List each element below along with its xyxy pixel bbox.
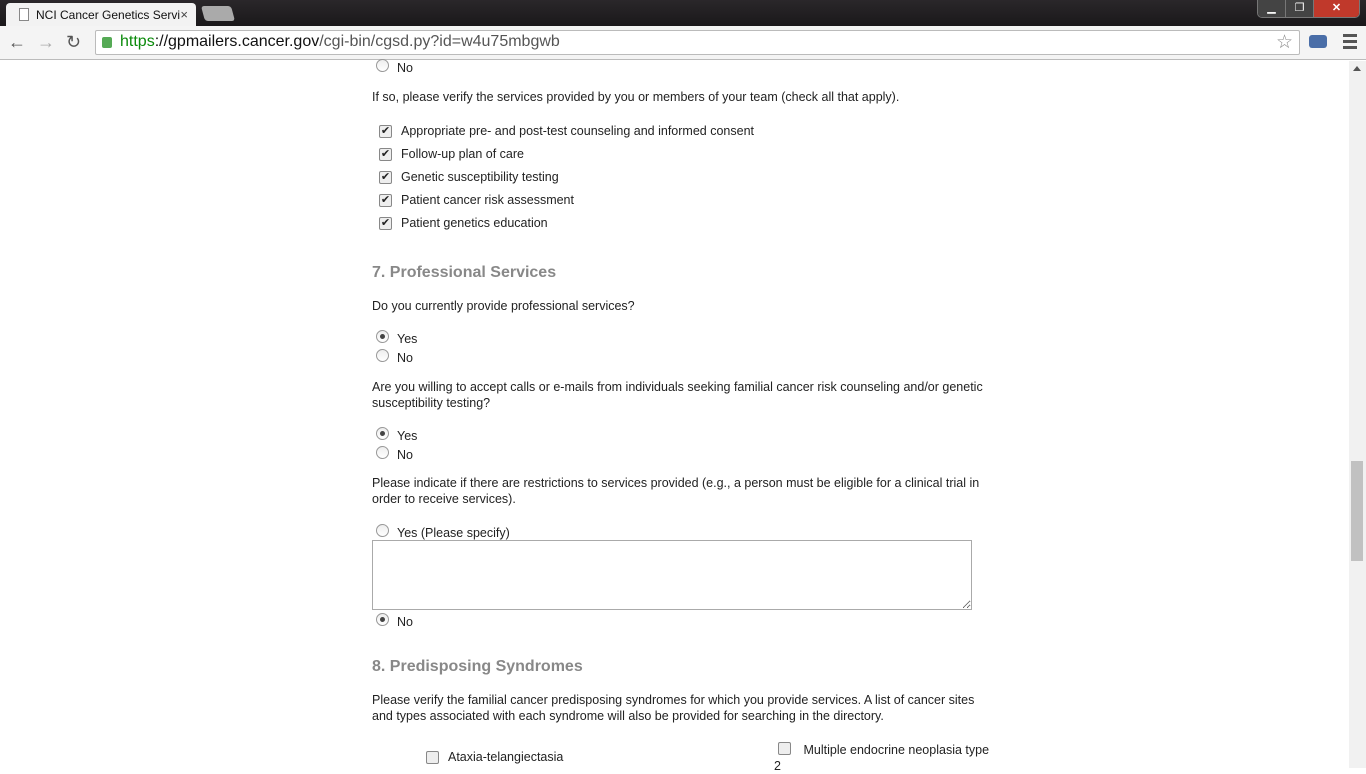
checkbox[interactable] (379, 148, 392, 161)
radio-q2-yes[interactable] (376, 429, 417, 443)
radio-label: No (397, 448, 413, 462)
browser-tab[interactable] (6, 3, 196, 26)
syndrome-ataxia[interactable] (426, 750, 563, 764)
radio-label: Yes (397, 429, 418, 443)
radio[interactable] (376, 524, 389, 537)
checkbox-label: Multiple endocrine neoplasia type 2 (774, 743, 990, 773)
checkbox-label: Patient genetics education (401, 216, 548, 230)
close-window-button[interactable]: ✕ (1314, 0, 1359, 18)
service-checkbox-item[interactable] (379, 124, 754, 138)
check-icon: ✔ (380, 124, 391, 137)
radio[interactable] (376, 613, 389, 626)
check-icon: ✔ (380, 147, 391, 160)
radio-label: No (397, 61, 413, 75)
radio-label: Yes (397, 332, 418, 346)
radio[interactable] (376, 330, 389, 343)
radio[interactable] (376, 349, 389, 362)
page-icon (19, 8, 29, 21)
service-checkbox-item[interactable] (379, 216, 548, 230)
checkbox[interactable] (379, 194, 392, 207)
radio-q2-no[interactable] (376, 448, 413, 462)
section-heading: 7. Professional Services (372, 264, 557, 281)
url-path: /cgi-bin/cgsd.py?id=w4u75mbgwb (319, 33, 560, 50)
section-text: Please verify the familial cancer predisposing syndromes for which you provide services. A list of cancer sites and types associated with each syndrome will also be provided for searching in the directory. (372, 693, 975, 723)
question-text: Please indicate if there are restrictions to services provided (e.g., a person must be eligible for a clinical trial in order to receive services). (372, 476, 980, 506)
radio-label: Yes (Please specify) (397, 526, 510, 540)
lock-icon (102, 37, 112, 48)
url-host: ://gpmailers.cancer.gov (154, 33, 320, 50)
bookmark-star-icon[interactable]: ☆ (1275, 32, 1293, 53)
radio[interactable] (376, 446, 389, 459)
check-icon: ✔ (380, 193, 391, 206)
scroll-up-icon[interactable] (1353, 66, 1361, 71)
radio-q3-no[interactable] (376, 615, 413, 629)
new-tab-button[interactable] (201, 6, 235, 21)
camera-extension-icon[interactable] (1309, 35, 1327, 48)
scrollbar[interactable] (1349, 61, 1366, 768)
checkbox[interactable] (778, 742, 791, 755)
maximize-button[interactable]: ❐ (1286, 0, 1314, 18)
back-icon[interactable]: ← (8, 32, 26, 52)
restrictions-specify-textarea[interactable] (372, 540, 972, 610)
tab-title: NCI Cancer Genetics Servi (36, 8, 181, 22)
radio[interactable] (376, 427, 389, 440)
checkbox-label: Ataxia-telangiectasia (448, 750, 564, 764)
scrollbar-thumb[interactable] (1351, 461, 1363, 561)
address-bar[interactable] (95, 30, 1300, 55)
checkbox[interactable] (426, 751, 439, 764)
checkbox[interactable] (379, 125, 392, 138)
question-text: Are you willing to accept calls or e-mails from individuals seeking familial cancer risk counseling and/or genetic susceptibility testing? (372, 380, 983, 410)
question-text: Do you currently provide professional services? (372, 299, 635, 313)
checkbox[interactable] (379, 171, 392, 184)
radio-label: No (397, 351, 413, 365)
minimize-button[interactable]: ▁ (1258, 0, 1286, 18)
reload-icon[interactable]: ↻ (66, 32, 82, 52)
menu-icon[interactable] (1343, 34, 1357, 52)
radio[interactable] (376, 59, 389, 72)
radio-q1-yes[interactable] (376, 332, 417, 346)
browser-toolbar (0, 26, 1366, 60)
verify-text: If so, please verify the services provided by you or members of your team (check all that apply). (372, 90, 900, 104)
checkbox-label: Genetic susceptibility testing (401, 170, 559, 184)
section-heading: 8. Predisposing Syndromes (372, 658, 583, 675)
radio-prev-no[interactable] (376, 61, 413, 75)
check-icon: ✔ (380, 170, 391, 183)
radio-q3-yes[interactable] (376, 526, 510, 540)
checkbox-label: Appropriate pre- and post-test counseling and informed consent (401, 124, 754, 138)
check-icon: ✔ (380, 216, 391, 229)
syndrome-men2[interactable] (774, 742, 999, 774)
service-checkbox-item[interactable] (379, 147, 524, 161)
radio-label: No (397, 615, 413, 629)
forward-icon[interactable]: → (37, 32, 55, 52)
checkbox-label: Patient cancer risk assessment (401, 193, 574, 207)
radio-q1-no[interactable] (376, 351, 413, 365)
checkbox[interactable] (379, 217, 392, 230)
service-checkbox-item[interactable] (379, 193, 574, 207)
service-checkbox-item[interactable] (379, 170, 559, 184)
title-bar (0, 0, 1366, 26)
close-tab-icon[interactable]: × (180, 7, 188, 22)
checkbox-label: Follow-up plan of care (401, 147, 524, 161)
url-scheme: https (120, 33, 155, 50)
